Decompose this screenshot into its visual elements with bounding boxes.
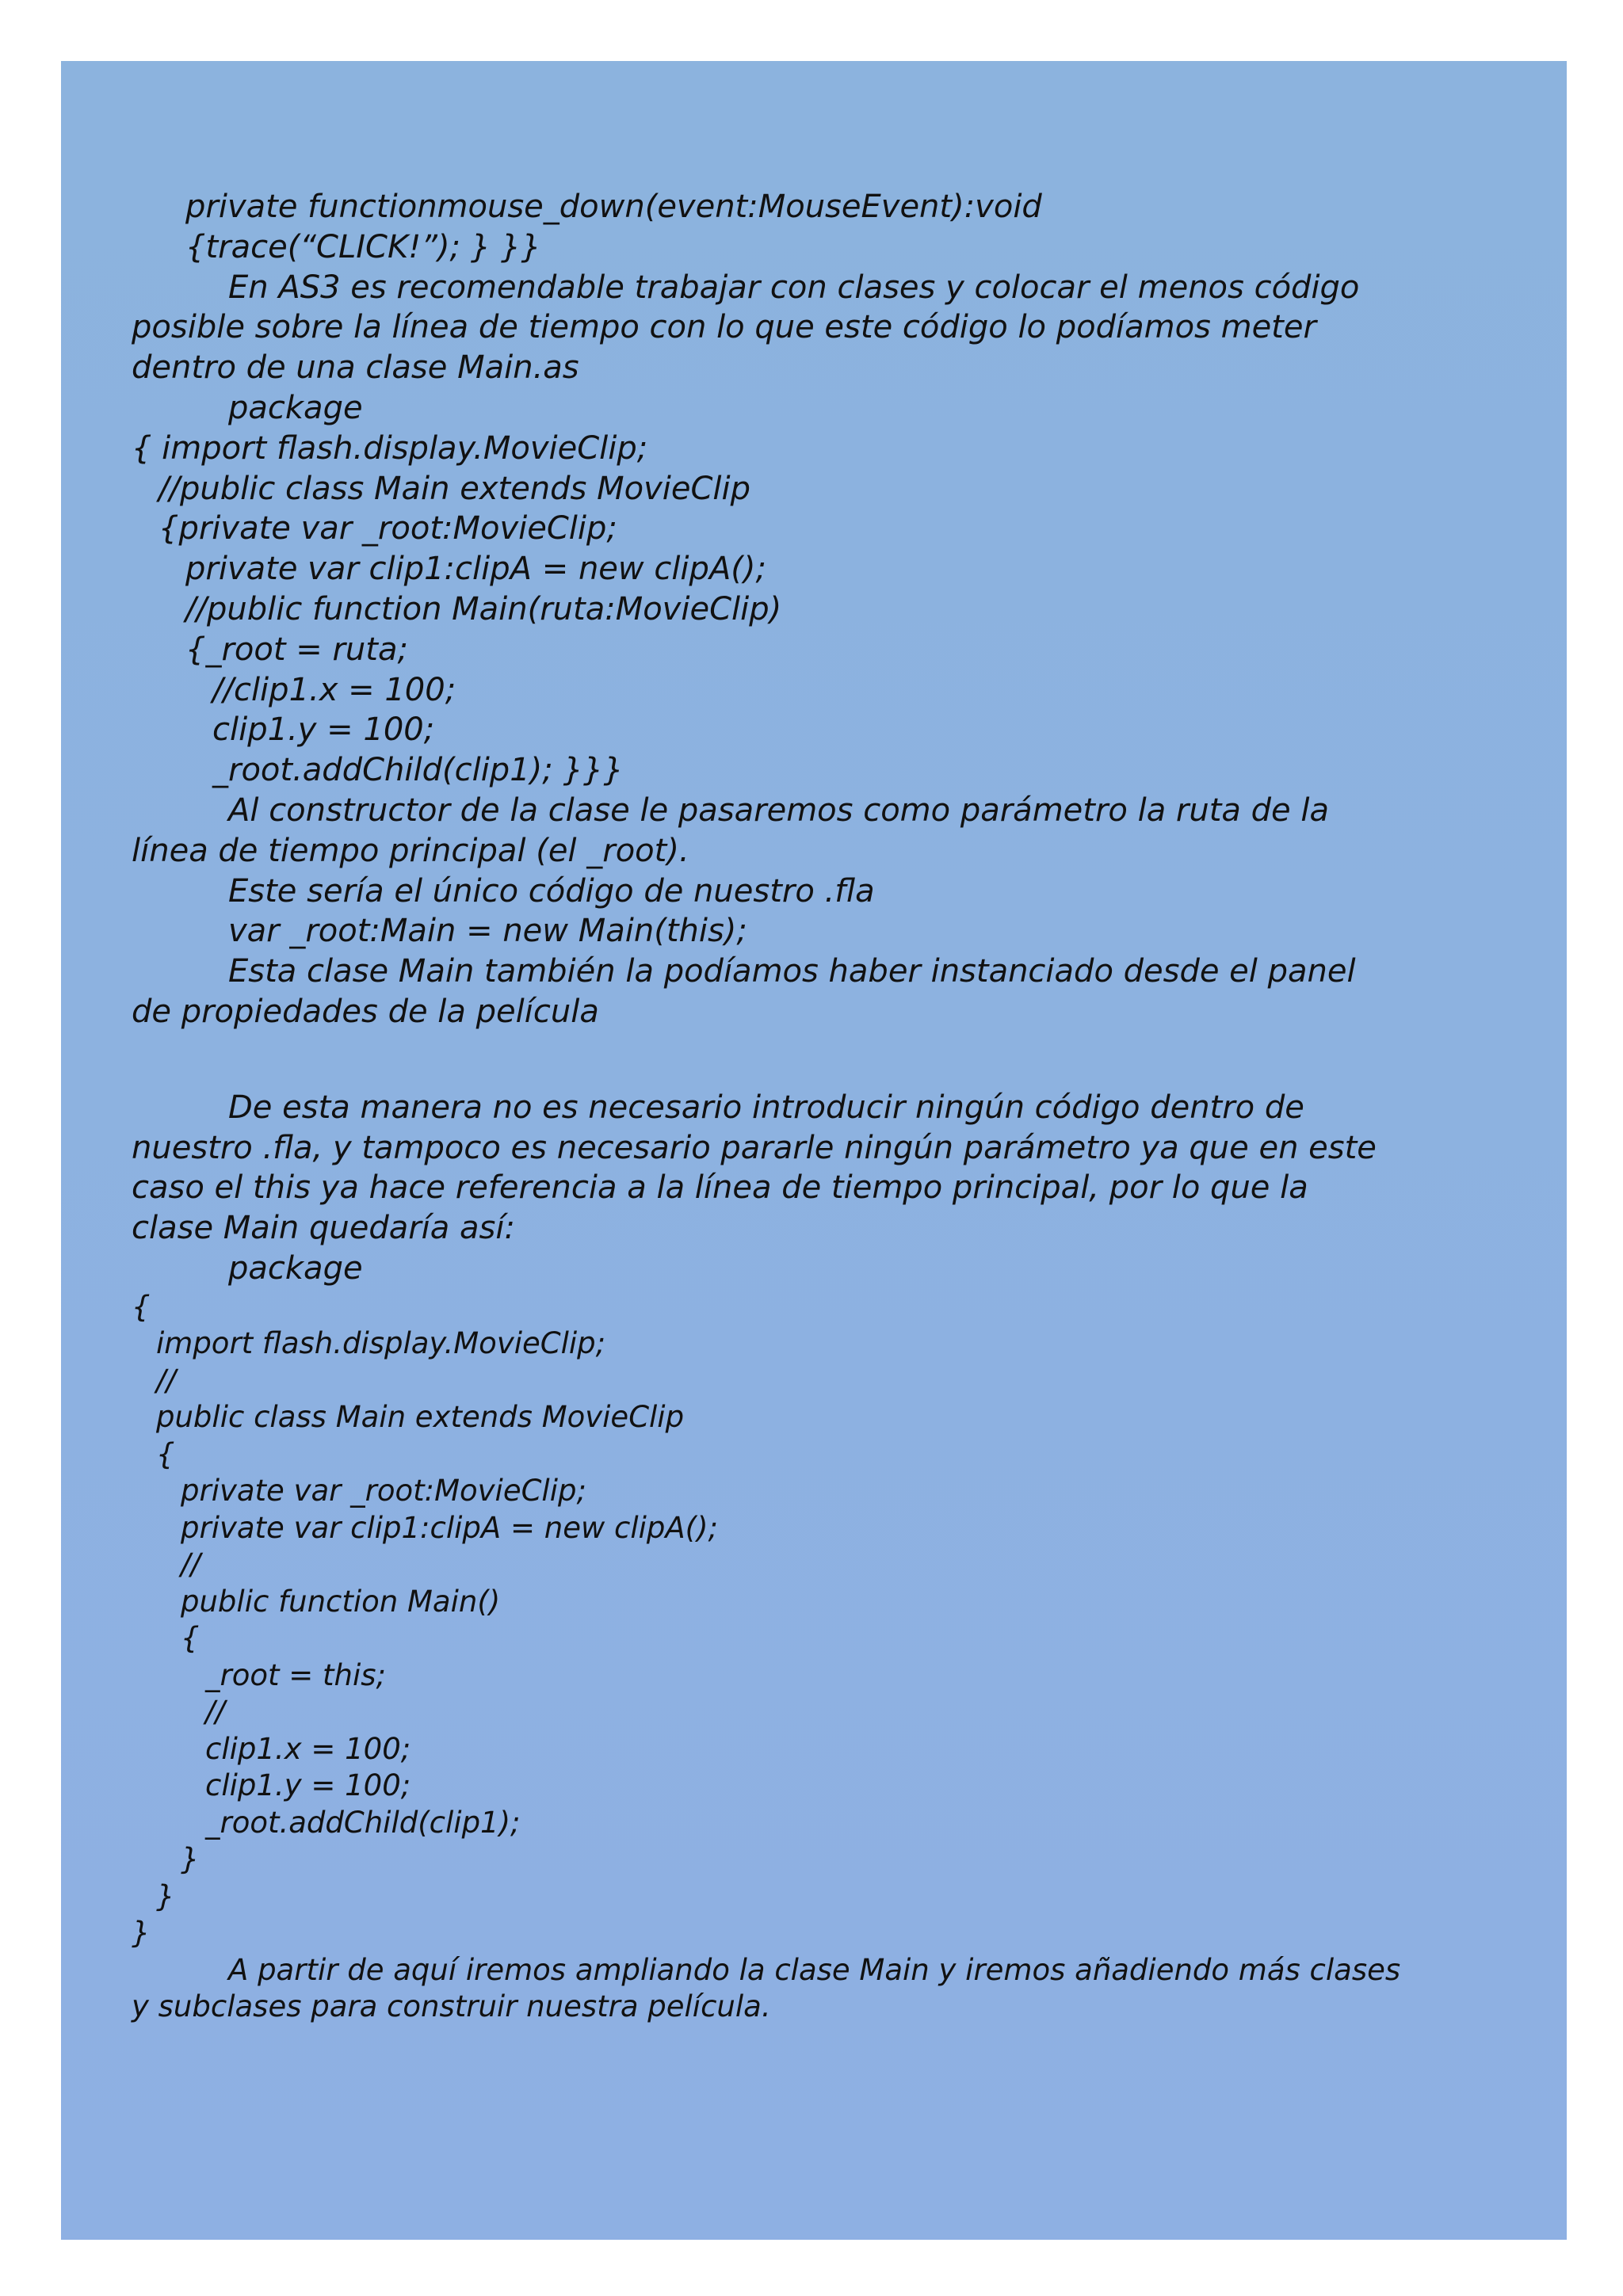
- section-c-line: //: [205, 1695, 225, 1730]
- section-c-line: }: [156, 1878, 175, 1913]
- section-a-line: Esta clase Main también la podíamos haber instanciado desde el panel: [228, 953, 1356, 990]
- section-a-line: //public function Main(ruta:MovieClip): [185, 590, 782, 627]
- section-b-line: nuestro .fla, y tampoco es necesario pararle ningún parámetro ya que en este: [132, 1129, 1377, 1166]
- section-a-line: //clip1.x = 100;: [212, 671, 456, 708]
- section-c-line: }: [181, 1842, 200, 1877]
- section-b-line: caso el this ya hace referencia a la línea de tiempo principal, por lo que la: [132, 1169, 1308, 1207]
- section-a-line: línea de tiempo principal (el _root).: [132, 832, 689, 869]
- section-c-line: {: [156, 1436, 175, 1471]
- section-c-line: clip1.y = 100;: [205, 1768, 411, 1803]
- section-a-line: private var clip1:clipA = new clipA();: [185, 551, 766, 588]
- section-b-line: package: [228, 1249, 363, 1287]
- section-b-line: clase Main quedaría así:: [132, 1210, 515, 1247]
- section-a-line: {private var _root:MovieClip;: [158, 510, 617, 547]
- section-a-line: package: [228, 389, 363, 426]
- document-body: [132, 187, 1431, 2026]
- section-a-line: de propiedades de la película: [132, 993, 599, 1030]
- section-a: [132, 187, 1431, 1032]
- section-a-line: Al constructor de la clase le pasaremos como parámetro la ruta de la: [228, 791, 1329, 829]
- section-c-line: import flash.display.MovieClip;: [156, 1326, 606, 1361]
- section-c-line: public function Main(): [181, 1584, 501, 1619]
- section-c-line: private var _root:MovieClip;: [181, 1474, 586, 1508]
- section-a-line: //public class Main extends MovieClip: [158, 470, 751, 507]
- section-a-line: {_root = ruta;: [185, 631, 408, 668]
- section-c-line: //: [181, 1547, 200, 1582]
- section-b-line: De esta manera no es necesario introducir ningún código dentro de: [228, 1089, 1304, 1126]
- section-c-line: //: [156, 1363, 176, 1398]
- section-c: [132, 1289, 1431, 2026]
- section-c-line: _root = this;: [205, 1657, 386, 1692]
- section-c-line: y subclases para construir nuestra película.: [132, 1989, 771, 2024]
- section-a-line: clip1.y = 100;: [212, 711, 435, 749]
- section-c-line: A partir de aquí iremos ampliando la clase Main y iremos añadiendo más clases: [228, 1952, 1401, 1987]
- section-a-line: private functionmouse_down(event:MouseEvent):void: [185, 189, 1042, 225]
- section-c-line: _root.addChild(clip1);: [205, 1805, 521, 1840]
- section-a-line: _root.addChild(clip1); }}}: [212, 752, 624, 789]
- section-c-line: public class Main extends MovieClip: [156, 1400, 685, 1435]
- section-a-line: Este sería el único código de nuestro .fla: [228, 872, 875, 910]
- section-c-line: {: [132, 1289, 151, 1324]
- section-c-line: private var clip1:clipA = new clipA();: [181, 1510, 719, 1545]
- section-a-line: posible sobre la línea de tiempo con lo que este código lo podíamos meter: [132, 309, 1316, 346]
- section-b: [132, 1088, 1431, 1289]
- section-c-line: }: [132, 1916, 151, 1951]
- section-a-line: var _root:Main = new Main(this);: [228, 913, 747, 950]
- section-a-line: dentro de una clase Main.as: [132, 349, 579, 387]
- section-a-line: En AS3 es recomendable trabajar con clases y colocar el menos código: [228, 269, 1360, 306]
- section-c-line: {: [181, 1621, 200, 1656]
- section-a-line: {trace(“CLICK!”); } }}: [185, 228, 541, 265]
- paragraph-gap: [132, 1032, 1431, 1088]
- section-c-line: clip1.x = 100;: [205, 1731, 411, 1766]
- section-a-line: { import flash.display.MovieClip;: [132, 429, 648, 467]
